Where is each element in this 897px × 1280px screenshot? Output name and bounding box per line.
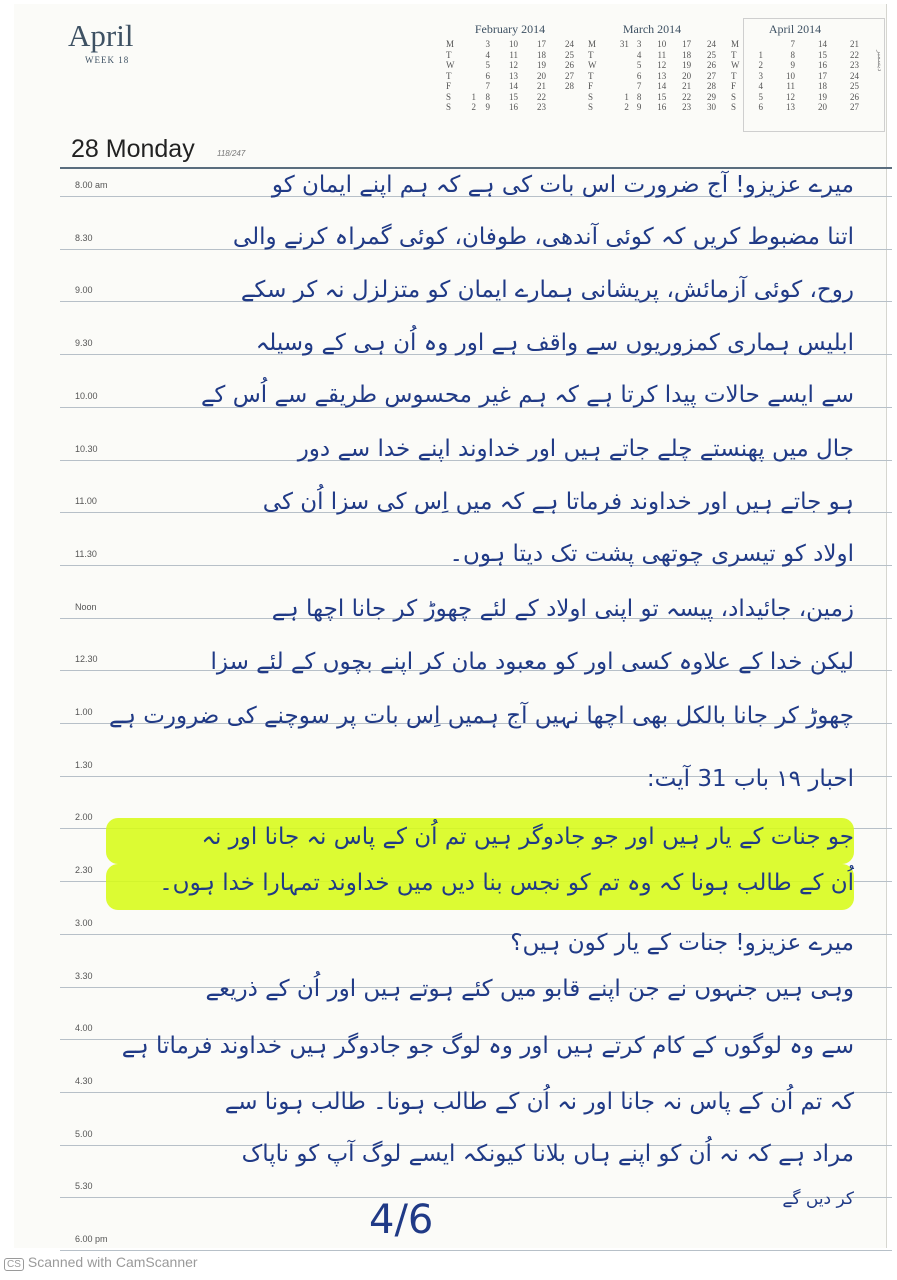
calendar-day: 2 xyxy=(471,102,476,112)
calendar-day: 18 xyxy=(818,81,827,91)
weekday-letter: T xyxy=(446,70,452,81)
calendar-day: 21 xyxy=(537,81,546,91)
calendar-day: 20 xyxy=(537,70,546,81)
calendar-day: 9 xyxy=(636,102,642,112)
calendar-day: 8 xyxy=(485,91,490,102)
calendar-day: 11 xyxy=(509,49,518,60)
calendar-day: 29 xyxy=(707,91,716,102)
calendar-day: 12 xyxy=(509,60,518,70)
calendar-day: 16 xyxy=(657,102,667,112)
calendar-day: 5 xyxy=(758,91,763,102)
weekday-letter: T xyxy=(588,49,594,60)
weekday-letter: S xyxy=(731,102,737,112)
calendar-day: 25 xyxy=(850,81,859,91)
time-slot-label: 11.00 xyxy=(75,496,97,507)
calendar-day: 19 xyxy=(537,60,546,70)
day-title: 28 Monday xyxy=(71,135,195,163)
calendar-day: 6 xyxy=(758,102,763,112)
weekday-letter: W xyxy=(588,60,597,70)
calendar-day: 6 xyxy=(636,70,642,81)
time-slot-label: 8.00 am xyxy=(75,180,108,190)
calendar-day: 24 xyxy=(707,39,716,49)
handwritten-line: میرے عزیزو! جنات کے یار کون ہیں؟ xyxy=(510,930,854,956)
calendar-day: 20 xyxy=(818,102,827,112)
mini-calendar-title: March 2014 xyxy=(622,22,682,36)
calendar-day: 22 xyxy=(682,91,692,102)
calendar-day xyxy=(604,60,629,71)
time-slot-label: 8.30 xyxy=(75,232,93,243)
calendar-day: 7 xyxy=(790,39,795,49)
calendar-day: 19 xyxy=(818,91,827,102)
calendar-day: 4 xyxy=(485,49,490,60)
weekday-letter: F xyxy=(731,81,737,91)
calendar-day xyxy=(462,39,476,50)
handwritten-line: وہی ہیں جنہوں نے جن اپنے قابو میں کئے ہوتے ہیں اور اُن کے ذریعے xyxy=(205,976,854,1002)
time-slot-label: 2.30 xyxy=(75,865,93,876)
handwritten-line: روح، کوئی آزمائش، پریشانی ہمارے ایمان کو متزلزل نہ کر سکے xyxy=(240,277,854,303)
calendar-day: 15 xyxy=(509,91,518,102)
time-slot-label: 10.00 xyxy=(75,390,98,401)
calendar-day xyxy=(747,39,763,50)
weekday-letter: M xyxy=(446,39,455,49)
calendar-day xyxy=(604,50,629,61)
calendar-day: 1 xyxy=(624,91,629,102)
weekday-letter: W xyxy=(446,60,455,70)
calendar-day: 4 xyxy=(758,81,763,91)
calendar-day: 13 xyxy=(657,70,667,81)
handwritten-line: ابلیس ہماری کمزوریوں سے واقف ہے اور وہ اُن ہی کے وسیلہ xyxy=(255,330,854,356)
calendar-day xyxy=(462,71,476,82)
calendar-day: 13 xyxy=(509,70,518,81)
calendar-day: 4 xyxy=(636,49,642,60)
calendar-day: 16 xyxy=(818,60,827,70)
mini-calendar-title: April 2014 xyxy=(768,22,822,36)
weekday-letter: M xyxy=(588,39,597,49)
calendar-day: 3 xyxy=(485,39,490,49)
calendar-day: 22 xyxy=(850,49,859,60)
calendar-day xyxy=(546,92,574,103)
calendar-day: 14 xyxy=(818,39,827,49)
calendar-day: 17 xyxy=(537,39,546,49)
calendar-day xyxy=(604,81,629,92)
calendar-day: 30 xyxy=(707,102,716,112)
mini-calendar xyxy=(731,22,859,113)
time-slot-label: Noon xyxy=(75,601,97,612)
time-slot-label: 3.00 xyxy=(75,917,93,928)
time-slot-label: 3.30 xyxy=(75,970,93,981)
calendar-day: 9 xyxy=(790,60,795,70)
handwritten-line: ہو جاتے ہیں اور خداوند فرماتا ہے کہ میں اِس کی سزا اُن کی xyxy=(262,489,854,515)
calendar-day: 24 xyxy=(850,70,859,81)
scanner-watermark xyxy=(4,1254,198,1271)
calendar-day: 3 xyxy=(758,70,763,81)
handwritten-line: کر دیں گے xyxy=(782,1189,854,1209)
calendar-day: 21 xyxy=(850,39,859,49)
month-title: April xyxy=(68,18,134,53)
weekday-letter: S xyxy=(446,91,452,102)
calendar-day: 5 xyxy=(485,60,490,70)
calendar-day: 11 xyxy=(657,49,667,60)
handwritten-line: مراد ہے کہ نہ اُن کو اپنے ہاں بلانا کیونکہ ایسے لوگ آپ کو ناپاک xyxy=(241,1141,854,1167)
time-slot-label: 12.30 xyxy=(75,654,98,665)
calendar-day xyxy=(546,102,574,113)
handwritten-line: جو جنات کے یار ہیں اور جو جادوگر ہیں تم اُن کے پاس نہ جانا اور نہ xyxy=(201,824,854,850)
handwritten-line: زمین، جائیداد، پیسہ تو اپنی اولاد کے لئے چھوڑ کر جانا اچھا ہے xyxy=(271,596,854,622)
handwritten-line: اُن کے طالب ہونا کہ وہ تم کو نجس بنا دیں میں خداوند تمہارا خدا ہوں۔ xyxy=(159,870,854,896)
calendar-day: 27 xyxy=(707,70,716,81)
weekday-letter: F xyxy=(588,81,594,91)
calendar-day: 10 xyxy=(786,70,795,81)
calendar-day: 24 xyxy=(565,39,574,49)
calendar-day xyxy=(462,50,476,61)
handwritten-line: سے ایسے حالات پیدا کرتا ہے کہ ہم غیر محسوس طریقے سے اُس کے xyxy=(200,382,854,408)
calendar-day: 2 xyxy=(758,60,763,70)
calendar-day: 23 xyxy=(537,102,546,112)
calendar-day: 12 xyxy=(657,60,667,70)
weekday-letter: T xyxy=(588,70,594,81)
calendar-day: 18 xyxy=(682,49,692,60)
weekday-letter: F xyxy=(446,81,452,91)
calendar-day: 25 xyxy=(565,49,574,60)
page-number: 4/6 xyxy=(369,1197,434,1243)
time-slot-label: 10.30 xyxy=(75,443,98,454)
handwritten-line: جال میں پھنستے چلے جاتے ہیں اور خداوند اپنے خدا سے دور xyxy=(297,436,854,462)
calendar-day: 31 xyxy=(619,39,629,49)
weekday-letter: S xyxy=(731,91,737,102)
calendar-day: 23 xyxy=(682,102,692,112)
handwritten-line: اولاد کو تیسری چوتھی پشت تک دیتا ہوں۔ xyxy=(449,541,854,567)
planner-page xyxy=(14,4,887,1248)
time-slot-label: 4.00 xyxy=(75,1023,93,1034)
calendar-day: 19 xyxy=(682,60,692,70)
calendar-day: 26 xyxy=(707,60,716,70)
time-slot-label: 4.30 xyxy=(75,1075,93,1086)
calendar-day: 26 xyxy=(565,60,574,70)
week-label: WEEK 18 xyxy=(85,55,130,65)
calendar-day: 5 xyxy=(636,60,642,70)
calendar-day: 10 xyxy=(657,39,667,49)
calendar-day: 12 xyxy=(786,91,795,102)
handwritten-line: اتنا مضبوط کریں کہ کوئی آندھی، طوفان، کوئی گمراہ کرنے والی xyxy=(232,224,854,250)
handwritten-line: احبار ۱۹ باب 31 آیت: xyxy=(646,766,854,792)
calendar-day: 27 xyxy=(850,102,859,112)
calendar-day: 3 xyxy=(636,39,642,49)
weekday-letter: T xyxy=(731,70,737,81)
calendar-day: 26 xyxy=(850,91,859,102)
calendar-day: 18 xyxy=(537,49,546,60)
camscanner-icon: CS xyxy=(4,1258,24,1271)
calendar-day: 14 xyxy=(509,81,518,91)
time-slot-label: 1.00 xyxy=(75,707,93,717)
calendar-day: 6 xyxy=(485,70,490,81)
scanner-text: Scanned with CamScanner xyxy=(27,1254,198,1270)
weekday-letter: S xyxy=(588,102,594,112)
calendar-day: 27 xyxy=(565,70,574,81)
calendar-day: 10 xyxy=(509,39,518,49)
weekday-letter: S xyxy=(446,102,452,112)
weekday-letter: S xyxy=(588,91,594,102)
calendar-day xyxy=(462,81,476,92)
calendar-day: 20 xyxy=(682,70,692,81)
handwritten-line: لیکن خدا کے علاوہ کسی اور کو معبود مان کر اپنے بچوں کے لئے سزا xyxy=(210,649,854,675)
calendar-day: 8 xyxy=(636,91,642,102)
calendar-day: 1 xyxy=(471,91,476,102)
header-divider xyxy=(60,167,892,169)
time-slot-label: 11.30 xyxy=(75,548,97,559)
calendar-day xyxy=(604,71,629,82)
calendar-day: 7 xyxy=(636,81,642,91)
time-slot-label: 5.00 xyxy=(75,1128,93,1139)
calendar-day: 25 xyxy=(707,49,716,60)
calendar-day: 22 xyxy=(537,91,546,102)
calendar-day: 13 xyxy=(786,102,795,112)
mini-calendar xyxy=(588,22,716,113)
calendar-day: 14 xyxy=(657,81,667,91)
handwritten-line: چھوڑ کر جانا بالکل بھی اچھا نہیں آج ہمیں اِس بات پر سوچنے کی ضرورت ہے xyxy=(108,703,854,729)
calendar-day: 15 xyxy=(818,49,827,60)
calendar-day: 7 xyxy=(485,81,490,91)
weekday-letter: W xyxy=(731,60,740,70)
calendar-day: 8 xyxy=(790,49,795,60)
calendar-day: 11 xyxy=(786,81,795,91)
calendar-day: 17 xyxy=(818,70,827,81)
time-slot-label: 2.00 xyxy=(75,812,93,823)
calendar-day: 9 xyxy=(485,102,490,112)
time-slot-label: 1.30 xyxy=(75,759,93,770)
calendar-day: 15 xyxy=(657,91,667,102)
handwritten-line: سے وہ لوگوں کے کام کرتے ہیں اور وہ لوگ جو جادوگر ہیں خداوند فرماتا ہے xyxy=(121,1033,854,1059)
handwritten-line: کہ تم اُن کے پاس نہ جانا اور نہ اُن کے طالب ہونا۔ طالب ہونا سے xyxy=(224,1089,854,1115)
time-slot-label: 9.00 xyxy=(75,285,93,296)
mini-calendar xyxy=(446,22,574,113)
calendar-day: 1 xyxy=(758,49,763,60)
calendar-day: 17 xyxy=(682,39,692,49)
calendar-day: 28 xyxy=(707,81,716,91)
calendar-day: 2 xyxy=(624,102,629,112)
weekday-letter: M xyxy=(731,39,740,49)
mini-calendar-title: February 2014 xyxy=(474,22,546,36)
vertical-tab-text: ديسمبر xyxy=(876,50,883,72)
handwritten-line: میرے عزیزو! آج ضرورت اس بات کی ہے کہ ہم اپنے ایمان کو xyxy=(271,172,854,198)
weekday-letter: T xyxy=(446,49,452,60)
time-slot-label: 6.00 pm xyxy=(75,1234,108,1244)
calendar-day: 21 xyxy=(682,81,692,91)
calendar-day: 16 xyxy=(509,102,518,112)
day-number: 118/247 xyxy=(217,149,246,158)
weekday-letter: T xyxy=(731,49,737,60)
time-slot-label: 9.30 xyxy=(75,338,93,349)
calendar-day xyxy=(462,60,476,71)
time-slot-label: 5.30 xyxy=(75,1181,93,1192)
calendar-day: 28 xyxy=(565,81,574,91)
ruled-line xyxy=(60,1250,892,1251)
calendar-day: 23 xyxy=(850,60,859,70)
